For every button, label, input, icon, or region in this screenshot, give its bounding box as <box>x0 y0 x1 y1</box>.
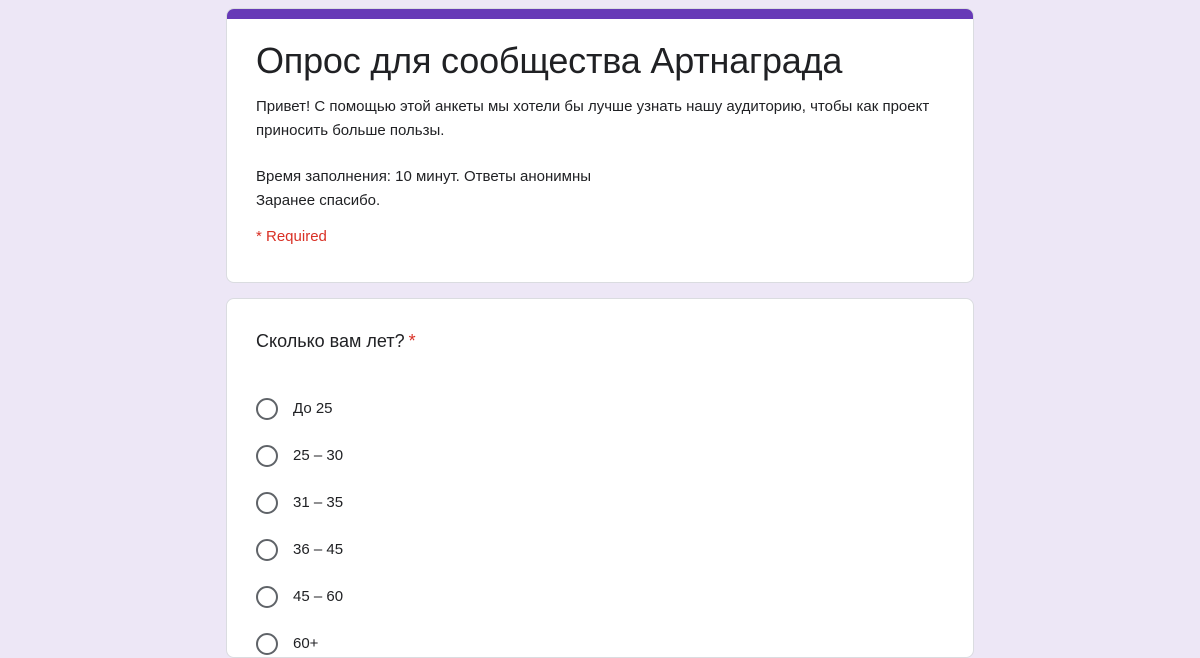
radio-option[interactable] <box>256 573 944 620</box>
radio-group <box>256 385 944 658</box>
radio-button-icon[interactable] <box>256 586 278 608</box>
form-title: Опрос для сообщества Артнаграда <box>256 40 843 81</box>
question-card <box>226 298 974 658</box>
radio-option-label: 36 – 45 <box>293 541 344 558</box>
required-asterisk: * <box>408 331 416 351</box>
radio-option-label: 60+ <box>293 635 319 652</box>
accent-bar <box>227 9 973 19</box>
required-note: * Required <box>256 228 327 245</box>
radio-button-icon[interactable] <box>256 539 278 561</box>
description-line: Заранее спасибо. <box>256 192 381 209</box>
description-line: Привет! С помощью этой анкеты мы хотели бы лучше узнать нашу аудиторию, чтобы как проект приносить больше пользы. <box>256 98 930 139</box>
radio-option[interactable] <box>256 620 944 658</box>
form-description <box>256 95 944 213</box>
form-column <box>226 8 974 658</box>
form-header-card <box>226 8 974 283</box>
question-text: Сколько вам лет? <box>256 331 405 351</box>
radio-button-icon[interactable] <box>256 445 278 467</box>
radio-button-icon[interactable] <box>256 398 278 420</box>
radio-option-label: 45 – 60 <box>293 588 344 605</box>
description-line: Время заполнения: 10 минут. Ответы анонимны <box>256 168 592 185</box>
description-gap <box>256 143 944 165</box>
radio-option[interactable] <box>256 479 944 526</box>
radio-option[interactable] <box>256 432 944 479</box>
radio-option-label: 25 – 30 <box>293 447 344 464</box>
radio-option[interactable] <box>256 526 944 573</box>
radio-option-label: До 25 <box>293 400 333 417</box>
radio-option-label: 31 – 35 <box>293 494 344 511</box>
radio-button-icon[interactable] <box>256 492 278 514</box>
question-title <box>256 327 944 355</box>
radio-button-icon[interactable] <box>256 633 278 655</box>
radio-option[interactable] <box>256 385 944 432</box>
